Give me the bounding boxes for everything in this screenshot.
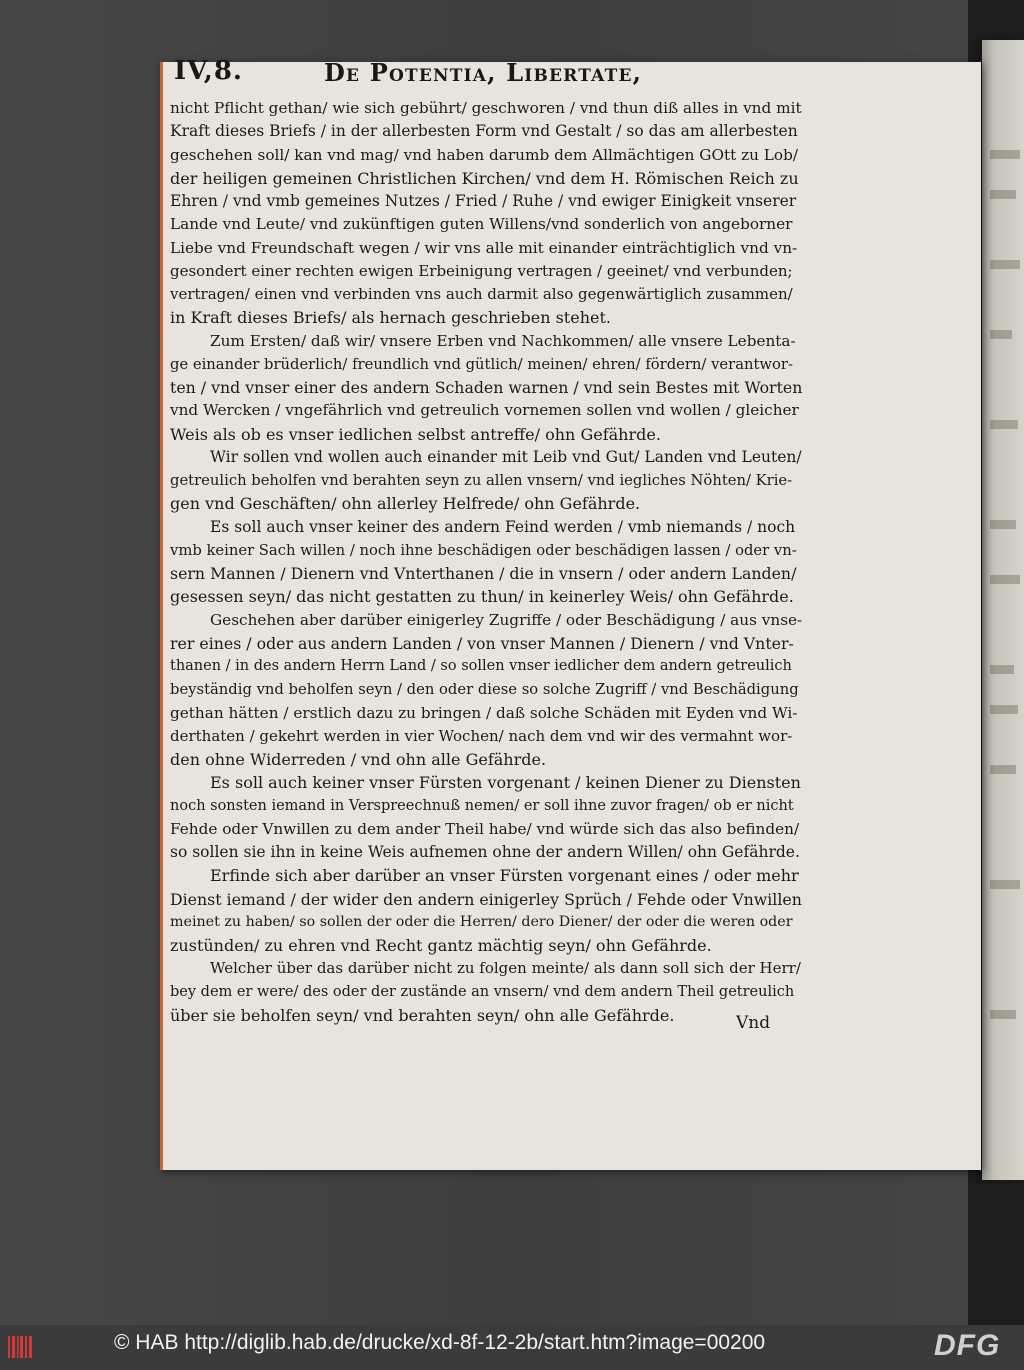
text-line: Weis als ob es vnser iedlichen selbst antreffe/ ohn Gefährde. <box>170 424 661 444</box>
adjacent-page-text <box>990 330 1012 339</box>
dfg-logo: DFG <box>934 1329 1001 1362</box>
text-line: zustünden/ zu ehren vnd Recht gantz mächtig seyn/ ohn Gefährde. <box>170 936 712 955</box>
text-line: Welcher über das darüber nicht zu folgen meinte/ als dann soll sich der Herr/ <box>210 959 801 978</box>
adjacent-page-text <box>990 665 1014 674</box>
folio-number: IV,8. <box>174 56 243 86</box>
text-line: der heiligen gemeinen Christlichen Kirchen/ vnd dem H. Römischen Reich zu <box>170 168 799 188</box>
text-line: den ohne Widerreden / vnd ohn alle Gefährde. <box>170 750 547 769</box>
adjacent-page-text <box>990 575 1020 584</box>
text-line: Fehde oder Vnwillen zu dem ander Theil habe/ vnd würde sich das also befinden/ <box>170 819 800 838</box>
adjacent-page-text <box>990 520 1016 529</box>
text-line: gethan hätten / erstlich dazu zu bringen / daß solche Schäden mit Eyden vnd Wi- <box>170 703 798 722</box>
adjacent-page-edge <box>982 40 1024 1180</box>
text-line: Dienst iemand / der wider den andern einigerley Sprüch / Fehde oder Vnwillen <box>170 889 802 909</box>
text-line: geschehen soll/ kan vnd mag/ vnd haben darumb dem Allmächtigen GOtt zu Lob/ <box>170 145 799 164</box>
page-header <box>174 56 794 96</box>
adjacent-page-text <box>990 150 1020 159</box>
adjacent-page-text <box>990 420 1018 429</box>
text-line: noch sonsten iemand in Verspreechnuß nemen/ er soll ihne zuvor fragen/ ob er nicht <box>170 797 794 814</box>
text-line: derthaten / gekehrt werden in vier Wochen/ nach dem vnd wir des vermahnt wor- <box>170 726 793 745</box>
text-line: Es soll auch keiner vnser Fürsten vorgenant / keinen Diener zu Diensten <box>210 773 801 793</box>
text-line: Erfinde sich aber darüber an vnser Fürsten vorgenant eines / oder mehr <box>210 866 799 886</box>
text-line: meinet zu haben/ so sollen der oder die Herren/ dero Diener/ der oder die weren oder <box>170 913 793 930</box>
text-line: vnd Wercken / vngefährlich vnd getreulich vornemen sollen vnd wollen / gleicher <box>170 401 799 420</box>
text-line: Lande vnd Leute/ vnd zukünftigen guten Willens/vnd sonderlich von angeborner <box>170 215 793 234</box>
text-line: vmb keiner Sach willen / noch ihne beschädigen oder beschädigen lassen / oder vn- <box>170 541 797 559</box>
text-line: vertragen/ einen vnd verbinden vns auch darmit also gegenwärtiglich zusammen/ <box>170 285 793 303</box>
text-line: Kraft dieses Briefs / in der allerbesten Form vnd Gestalt / so das am allerbesten <box>170 122 798 141</box>
text-line: Liebe vnd Freundschaft wegen / wir vns alle mit einander einträchtiglich vnd vn- <box>170 238 798 257</box>
text-line: bey dem er were/ des oder der zustände an vnsern/ vnd dem andern Theil getreulich <box>170 983 795 1000</box>
adjacent-page-text <box>990 1010 1016 1019</box>
text-line: Ehren / vnd vmb gemeines Nutzes / Fried / Ruhe / vnd ewiger Einigkeit vnserer <box>170 192 797 210</box>
text-line: sern Mannen / Dienern vnd Vnterthanen / die in vnsern / oder andern Landen/ <box>170 564 797 583</box>
text-line: beyständig vnd beholfen seyn / den oder diese so solche Zugriff / vnd Beschädigung <box>170 681 799 699</box>
text-line: ge einander brüderlich/ freundlich vnd gütlich/ meinen/ ehren/ fördern/ verantwor- <box>170 355 793 373</box>
viewer-footer <box>0 1325 1024 1370</box>
text-line: gen vnd Geschäften/ ohn allerley Helfrede/ ohn Gefährde. <box>170 494 641 514</box>
text-line: Wir sollen vnd wollen auch einander mit Leib vnd Gut/ Landen vnd Leuten/ <box>210 447 802 466</box>
copyright-link[interactable]: © HAB http://diglib.hab.de/drucke/xd-8f-12-2b/start.htm?image=00200 <box>114 1331 766 1354</box>
text-line: in Kraft dieses Briefs/ als hernach geschrieben stehet. <box>170 308 611 328</box>
adjacent-page-text <box>990 190 1016 199</box>
text-line: über sie beholfen seyn/ vnd berahten seyn/ ohn alle Gefährde. <box>170 1005 675 1025</box>
text-line: so sollen sie ihn in keine Weis aufnemen ohne der andern Willen/ ohn Gefährde. <box>170 843 800 861</box>
adjacent-page-text <box>990 260 1020 269</box>
adjacent-page-text <box>990 765 1016 774</box>
catchword: Vnd <box>736 1013 771 1033</box>
text-line: getreulich beholfen vnd berahten seyn zu allen vnsern/ vnd iegliches Nöhten/ Krie- <box>170 472 793 489</box>
adjacent-page-text <box>990 880 1020 889</box>
text-line: rer eines / oder aus andern Landen / von vnser Mannen / Dienern / vnd Vnter- <box>170 633 794 653</box>
body-text <box>170 97 802 1027</box>
text-line: gesessen seyn/ das nicht gestatten zu thun/ in keinerley Weis/ ohn Gefährde. <box>170 587 794 607</box>
text-line: nicht Pflicht gethan/ wie sich gebührt/ geschworen / vnd thun diß alles in vnd mit <box>170 99 802 117</box>
text-line: gesondert einer rechten ewigen Erbeinigung vertragen / geeinet/ vnd verbunden; <box>170 261 793 280</box>
text-line: Es soll auch vnser keiner des andern Feind werden / vmb niemands / noch <box>210 517 796 536</box>
text-line: thanen / in des andern Herrn Land / so sollen vnser iedlicher dem andern getreulich <box>170 658 792 674</box>
text-line: Geschehen aber darüber einigerley Zugriffe / oder Beschädigung / aus vnse- <box>210 610 802 629</box>
text-line: Zum Ersten/ daß wir/ vnsere Erben vnd Nachkommen/ alle vnsere Lebenta- <box>210 331 796 350</box>
running-title: De Potentia, Libertate, <box>324 58 643 87</box>
barcode-icon <box>6 1333 34 1361</box>
adjacent-page-text <box>990 705 1018 714</box>
text-line: ten / vnd vnser einer des andern Schaden warnen / vnd sein Bestes mit Worten <box>170 378 802 397</box>
